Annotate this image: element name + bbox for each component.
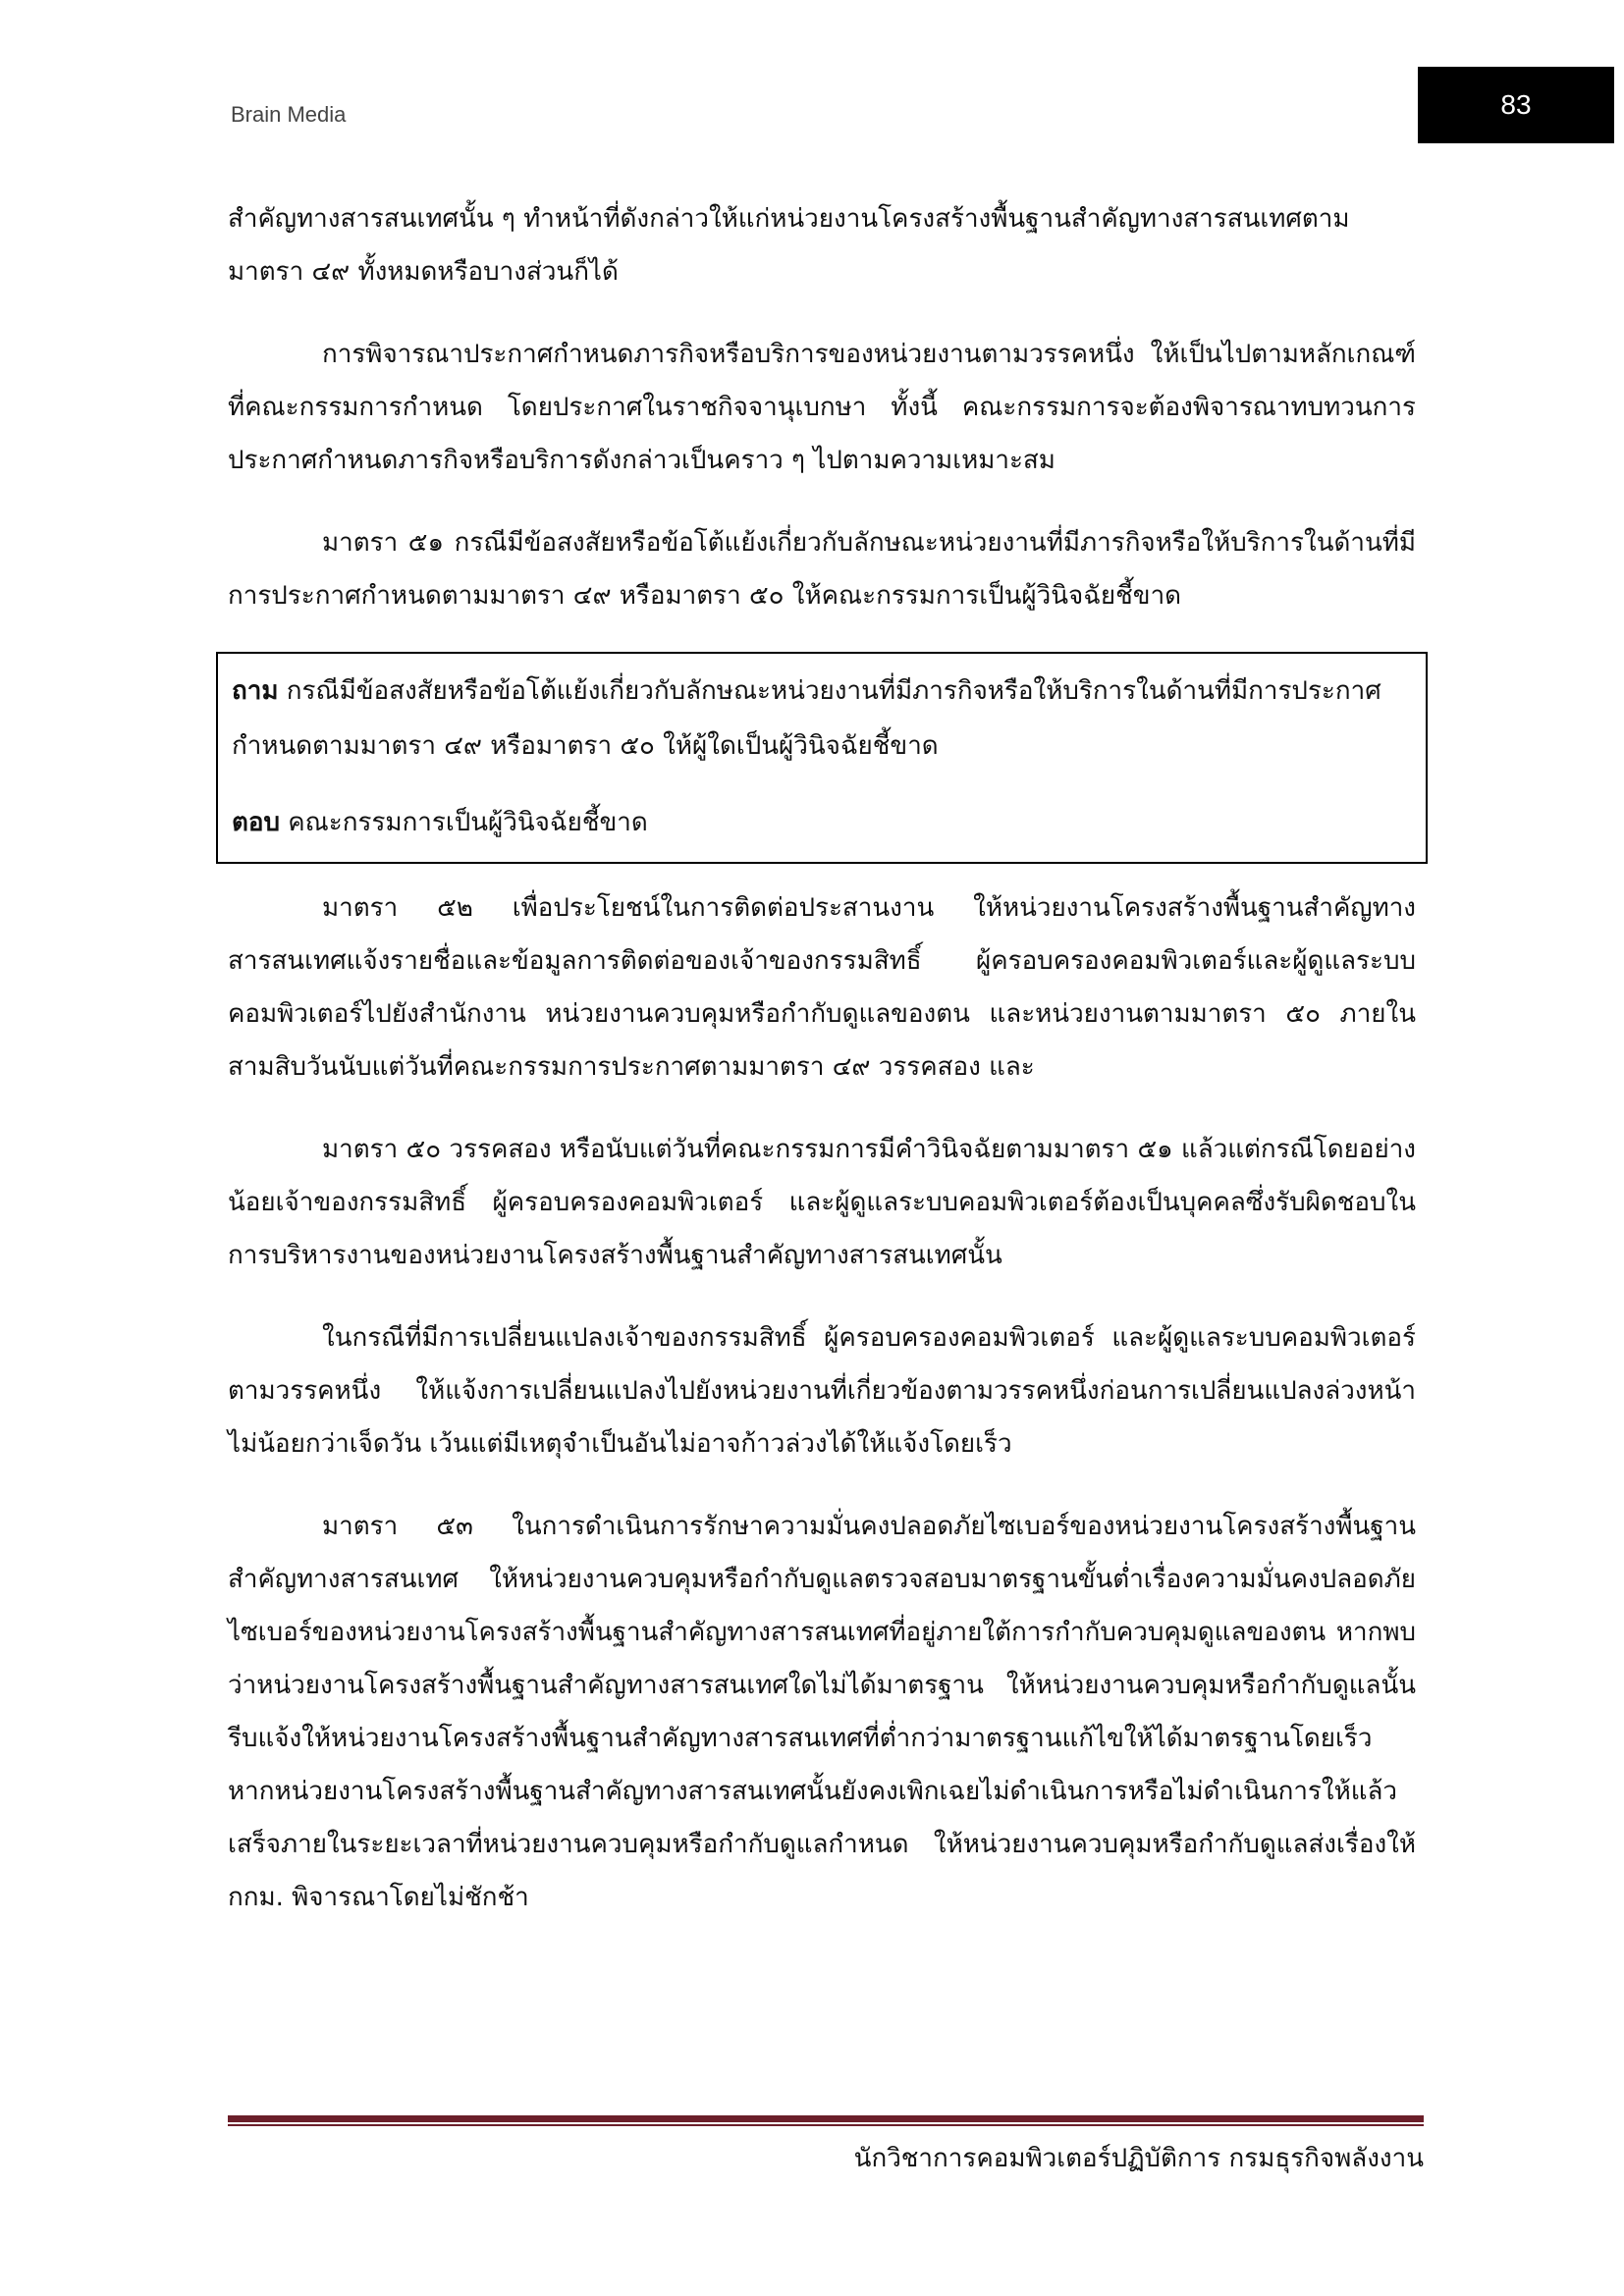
page-number: 83 xyxy=(1418,67,1614,143)
paragraph-section-52: มาตรา ๕๒ เพื่อประโยชน์ในการติดต่อประสานงาน ให้หน่วยงานโครงสร้างพื้นฐานสำคัญทางสารสนเทศแจ้งรายชื่อและข้อมูลการติดต่อของเจ้าของกรรมสิทธิ์ ผู้ครอบครองคอมพิวเตอร์และผู้ดูแลระบบคอมพิวเตอร์ไปยังสำนักงาน หน่วยงานควบคุมหรือกำกับดูแลของตน และหน่วยงานตามมาตรา ๕๐ ภายในสามสิบวันนับแต่วันที่คณะกรรมการประกาศตามมาตรา ๔๙ วรรคสอง และ xyxy=(228,893,1416,1082)
answer-label: ตอบ xyxy=(232,808,281,837)
answer-text: คณะกรรมการเป็นผู้วินิจฉัยชี้ขาด xyxy=(280,808,648,837)
question-text: กรณีมีข้อสงสัยหรือข้อโต้แย้งเกี่ยวกับลักษณะหน่วยงานที่มีภารกิจหรือให้บริการในด้านที่มีการประกาศกำหนดตามมาตรา ๔๙ หรือมาตรา ๕๐ ให้ผู้ใดเป็นผู้วินิจฉัยชี้ขาด xyxy=(232,676,1381,761)
paragraph-section-50-para-2: มาตรา ๕๐ วรรคสอง หรือนับแต่วันที่คณะกรรมการมีคำวินิจฉัยตามมาตรา ๕๑ แล้วแต่กรณีโดยอย่างน้อยเจ้าของกรรมสิทธิ์ ผู้ครอบครองคอมพิวเตอร์ และผู้ดูแลระบบคอมพิวเตอร์ต้องเป็นบุคคลซึ่งรับผิดชอบในการบริหารงานของหน่วยงานโครงสร้างพื้นฐานสำคัญทางสารสนเทศนั้น xyxy=(228,1135,1416,1270)
question-answer-box xyxy=(216,652,1428,864)
document-body xyxy=(228,192,1416,1953)
paragraph-2: การพิจารณาประกาศกำหนดภารกิจหรือบริการของหน่วยงานตามวรรคหนึ่ง ให้เป็นไปตามหลักเกณฑ์ที่คณะกรรมการกำหนด โดยประกาศในราชกิจจานุเบกษา ทั้งนี้ คณะกรรมการจะต้องพิจารณาทบทวนการประกาศกำหนดภารกิจหรือบริการดังกล่าวเป็นคราว ๆ ไปตามความเหมาะสม xyxy=(228,340,1416,475)
header-brand: Brain Media xyxy=(231,102,347,127)
paragraph-section-51: มาตรา ๕๑ กรณีมีข้อสงสัยหรือข้อโต้แย้งเกี่ยวกับลักษณะหน่วยงานที่มีภารกิจหรือให้บริการในด้านที่มีการประกาศกำหนดตามมาตรา ๔๙ หรือมาตรา ๕๐ ให้คณะกรรมการเป็นผู้วินิจฉัยชี้ขาด xyxy=(228,528,1416,611)
answer xyxy=(232,795,1412,850)
question xyxy=(232,664,1412,774)
paragraph-1-line-2: มาตรา ๔๙ ทั้งหมดหรือบางส่วนก็ได้ xyxy=(228,257,619,287)
paragraph-section-53: มาตรา ๕๓ ในการดำเนินการรักษาความมั่นคงปลอดภัยไซเบอร์ของหน่วยงานโครงสร้างพื้นฐานสำคัญทางสารสนเทศ ให้หน่วยงานควบคุมหรือกำกับดูแลตรวจสอบมาตรฐานขั้นต่ำเรื่องความมั่นคงปลอดภัยไซเบอร์ของหน่วยงานโครงสร้างพื้นฐานสำคัญทางสารสนเทศที่อยู่ภายใต้การกำกับควบคุมดูแลของตน หากพบว่าหน่วยงานโครงสร้างพื้นฐานสำคัญทางสารสนเทศใดไม่ได้มาตรฐาน ให้หน่วยงานควบคุมหรือกำกับดูแลนั้นรีบแจ้งให้หน่วยงานโครงสร้างพื้นฐานสำคัญทางสารสนเทศที่ต่ำกว่ามาตรฐานแก้ไขให้ได้มาตรฐานโดยเร็ว หากหน่วยงานโครงสร้างพื้นฐานสำคัญทางสารสนเทศนั้นยังคงเพิกเฉยไม่ดำเนินการหรือไม่ดำเนินการให้แล้วเสร็จภายในระยะเวลาที่หน่วยงานควบคุมหรือกำกับดูแลกำหนด ให้หน่วยงานควบคุมหรือกำกับดูแลส่งเรื่องให้ กกม. พิจารณาโดยไม่ชักช้า xyxy=(228,1512,1416,1912)
footer-divider xyxy=(228,2115,1424,2127)
footer-author-line: นักวิชาการคอมพิวเตอร์ปฏิบัติการ กรมธุรกิจพลังงาน xyxy=(853,2144,1424,2173)
paragraph-change-notice: ในกรณีที่มีการเปลี่ยนแปลงเจ้าของกรรมสิทธิ์ ผู้ครอบครองคอมพิวเตอร์ และผู้ดูแลระบบคอมพิวเตอร์ตามวรรคหนึ่ง ให้แจ้งการเปลี่ยนแปลงไปยังหน่วยงานที่เกี่ยวข้องตามวรรคหนึ่งก่อนการเปลี่ยนแปลงล่วงหน้าไม่น้อยกว่าเจ็ดวัน เว้นแต่มีเหตุจำเป็นอันไม่อาจก้าวล่วงได้ให้แจ้งโดยเร็ว xyxy=(228,1323,1416,1459)
paragraph-1-line-1: สำคัญทางสารสนเทศนั้น ๆ ทำหน้าที่ดังกล่าวให้แก่หน่วยงานโครงสร้างพื้นฐานสำคัญทางสารสนเทศตาม xyxy=(228,204,1350,234)
question-label: ถาม xyxy=(232,676,279,706)
paragraph-1 xyxy=(228,192,1416,298)
